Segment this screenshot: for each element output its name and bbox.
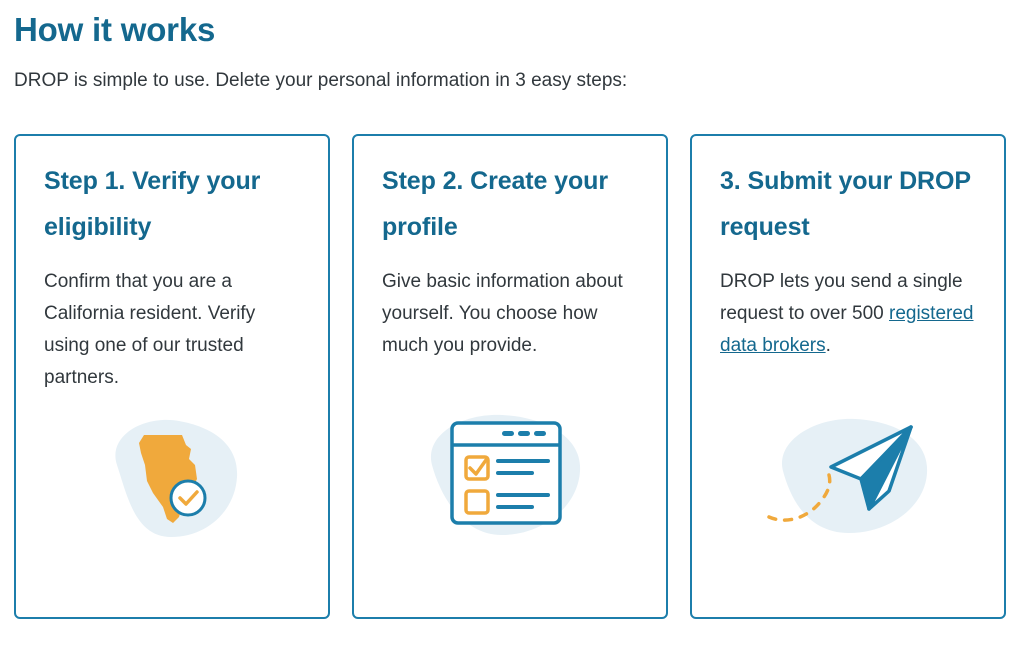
steps-card-list — [14, 134, 1010, 619]
step-card-body: Confirm that you are a California resident. Verify using one of our trusted partners. — [44, 271, 256, 388]
step-card-title: Step 2. Create your profile — [382, 167, 608, 241]
page-subtitle: DROP is simple to use. Delete your personal information in 3 easy steps: — [14, 70, 628, 91]
step-card-body — [720, 250, 976, 362]
form-checklist-icon — [354, 395, 666, 555]
step-card-title: Step 1. Verify your eligibility — [44, 167, 261, 241]
paper-plane-icon — [692, 395, 1004, 555]
registered-data-brokers-link[interactable]: registered data brokers — [720, 303, 974, 356]
step-card-body: Give basic information about yourself. You choose how much you provide. — [382, 271, 623, 356]
step-card-body-text: DROP lets you send a single request to over 500 — [720, 271, 963, 324]
step-card-verify-eligibility — [14, 134, 330, 619]
step-card-body-text-end: . — [825, 335, 831, 356]
step-card-create-profile — [352, 134, 668, 619]
page-title: How it works — [14, 11, 216, 48]
california-check-icon — [16, 397, 328, 557]
step-card-title: 3. Submit your DROP request — [720, 167, 971, 241]
step-card-submit-request — [690, 134, 1006, 619]
